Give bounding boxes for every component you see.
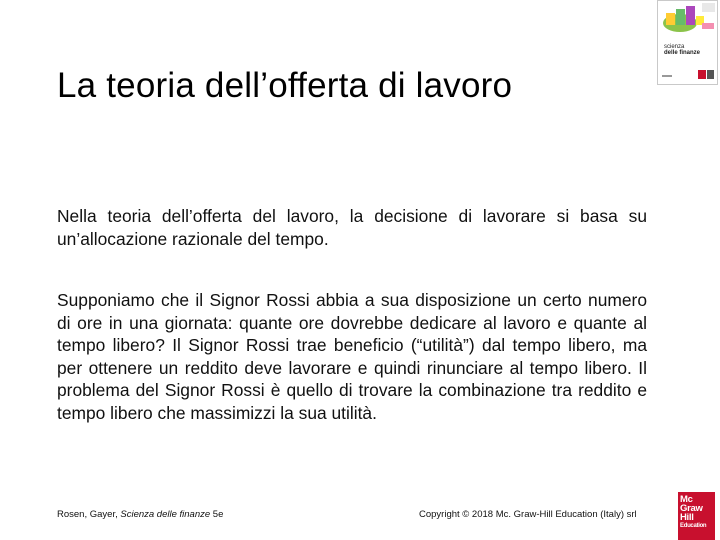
footer-authors: Rosen, Gayer,	[57, 509, 121, 520]
book-cover-title-line2: delle finanze	[664, 50, 701, 56]
body-paragraph-1: Nella teoria dell’offerta del lavoro, la decisione di lavorare si basa su un’allocazione razionale del tempo.	[57, 206, 647, 249]
logo-line-mc: Mc	[680, 494, 693, 505]
footer-copyright: Copyright © 2018 Mc. Graw-Hill Education (Italy) srl	[419, 509, 637, 520]
book-cover-graphic	[658, 1, 717, 41]
slide-title: La teoria dell’offerta di lavoro	[57, 66, 513, 105]
book-cover-bottom-graphic	[658, 67, 717, 81]
book-cover-title-line1: scienza	[664, 44, 685, 50]
body-paragraph-2: Supponiamo che il Signor Rossi abbia a sua disposizione un certo numero di ore in una giornata: quante ore dovrebbe dedicare al lavoro e quante al tempo libero? Il Signor Rossi trae beneficio (“utilità”) dal tempo libero, ma per ottenere un reddito deve lavorare e quindi rinunciare al tempo libero. Il problema del Signor Rossi è quello di trovare la combinazione tra reddito e tempo libero che massimizzi la sua utilità.	[57, 290, 647, 423]
book-cover-thumbnail	[657, 0, 718, 85]
footer-book-title: Scienza delle finanze	[120, 509, 211, 520]
logo-line-graw: Graw	[680, 503, 703, 514]
footer-edition: 5e	[210, 509, 224, 520]
footer-citation	[57, 509, 223, 520]
logo-line-education: Education	[680, 523, 707, 529]
mcgraw-hill-logo	[678, 492, 715, 540]
logo-line-hill: Hill	[680, 512, 694, 523]
